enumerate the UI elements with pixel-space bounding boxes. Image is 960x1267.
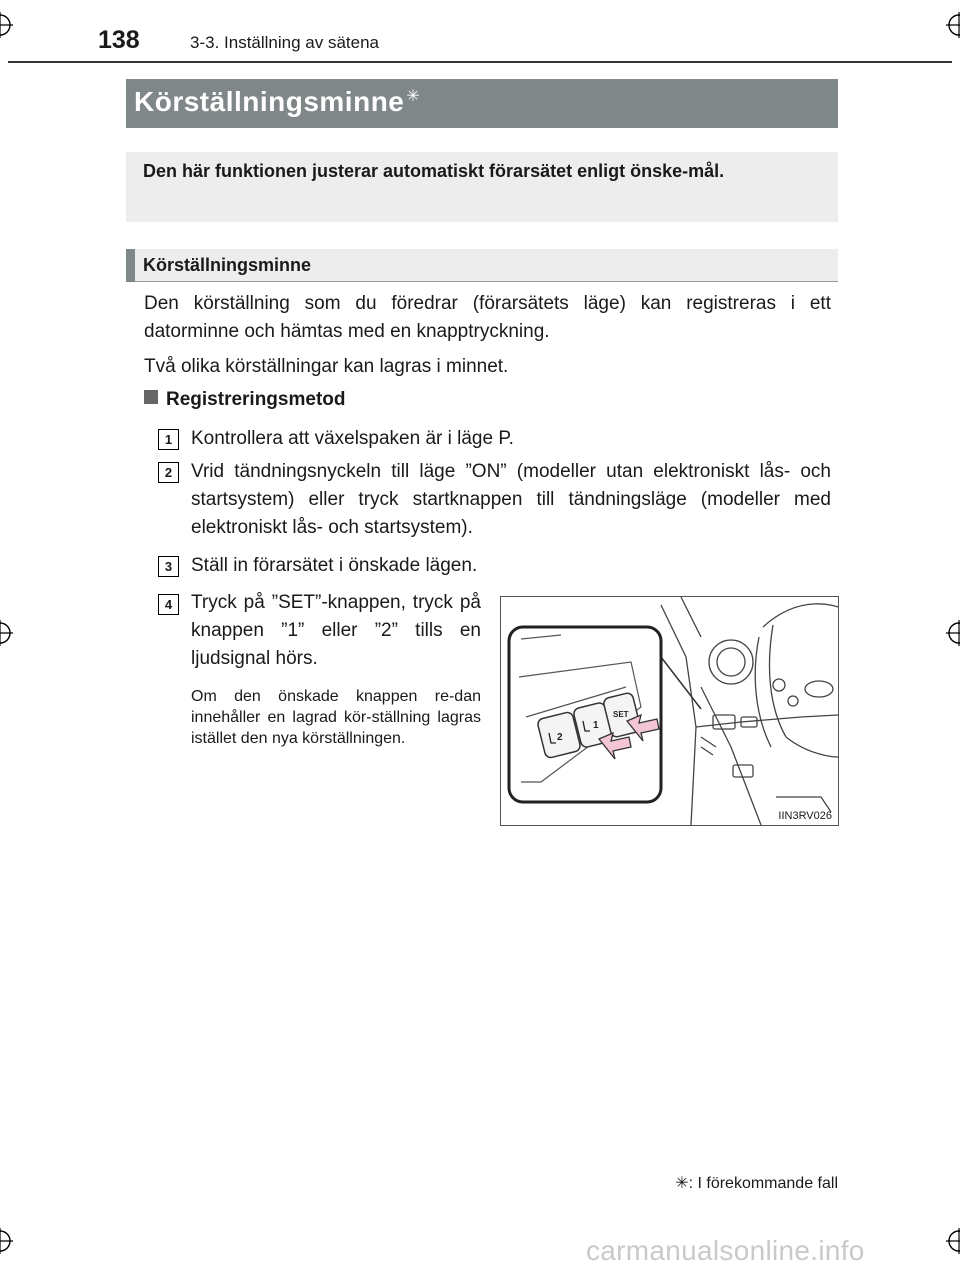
registration-mark-icon [946, 12, 960, 38]
step-text: Tryck på ”SET”-knappen, tryck på knappen ”1” eller ”2” tills en ljudsignal hörs. [191, 592, 481, 669]
figure-code: IIN3RV026 [778, 810, 832, 822]
step-text: Ställ in förarsätet i önskade lägen. [191, 555, 478, 576]
subheading: Körställningsminne [143, 255, 312, 275]
intro-text: Den här funktionen justerar automatiskt förarsätet enligt önske-mål. [143, 161, 725, 181]
page-number: 138 [98, 26, 140, 54]
page-title-text: Körställningsminne [134, 86, 405, 117]
subsection-heading-text: Registreringsmetod [166, 389, 346, 410]
footnote-text: : I förekommande fall [688, 1175, 838, 1192]
button-label-set: SET [613, 710, 629, 719]
page-title [134, 86, 420, 118]
registration-mark-icon [0, 12, 13, 38]
paragraph: Två olika körställningar kan lagras i minnet. [144, 356, 509, 377]
registration-mark-icon [0, 1228, 13, 1254]
step-number: 4 [158, 594, 179, 615]
asterisk-icon: ✳ [675, 1175, 689, 1192]
footnote [675, 1173, 838, 1193]
illustration [500, 596, 839, 826]
paragraph: Den körställning som du föredrar (förarsätets läge) kan registreras i ett datorminne och hämtas med en knapptryckning. [144, 293, 831, 342]
subheading-accent [126, 249, 135, 282]
asterisk-icon: ✳ [406, 88, 421, 105]
square-bullet-icon [144, 390, 158, 404]
registration-mark-icon [0, 620, 13, 646]
note-text: Om den önskade knappen re-dan innehåller en lagrad kör-ställning lagras istället den nya körställningen. [191, 688, 481, 747]
registration-mark-icon [946, 1228, 960, 1254]
section-title: 3-3. Inställning av sätena [190, 33, 380, 52]
button-label-1: 1 [593, 720, 599, 731]
step-text: Kontrollera att växelspaken är i läge P. [191, 428, 514, 449]
step-number: 2 [158, 462, 179, 483]
step-number: 1 [158, 429, 179, 450]
registration-mark-icon [946, 620, 960, 646]
watermark: carmanualsonline.info [586, 1235, 865, 1266]
button-label-2: 2 [557, 732, 563, 743]
step-number: 3 [158, 556, 179, 577]
step-text: Vrid tändningsnyckeln till läge ”ON” (modeller utan elektroniskt lås- och startsystem) eller tryck startknappen till tändningsläge (modeller med elektroniskt lås- och startsystem). [191, 461, 831, 538]
subsection-heading [144, 389, 345, 411]
seat-memory-illustration [501, 597, 838, 825]
header-rule [8, 61, 952, 63]
